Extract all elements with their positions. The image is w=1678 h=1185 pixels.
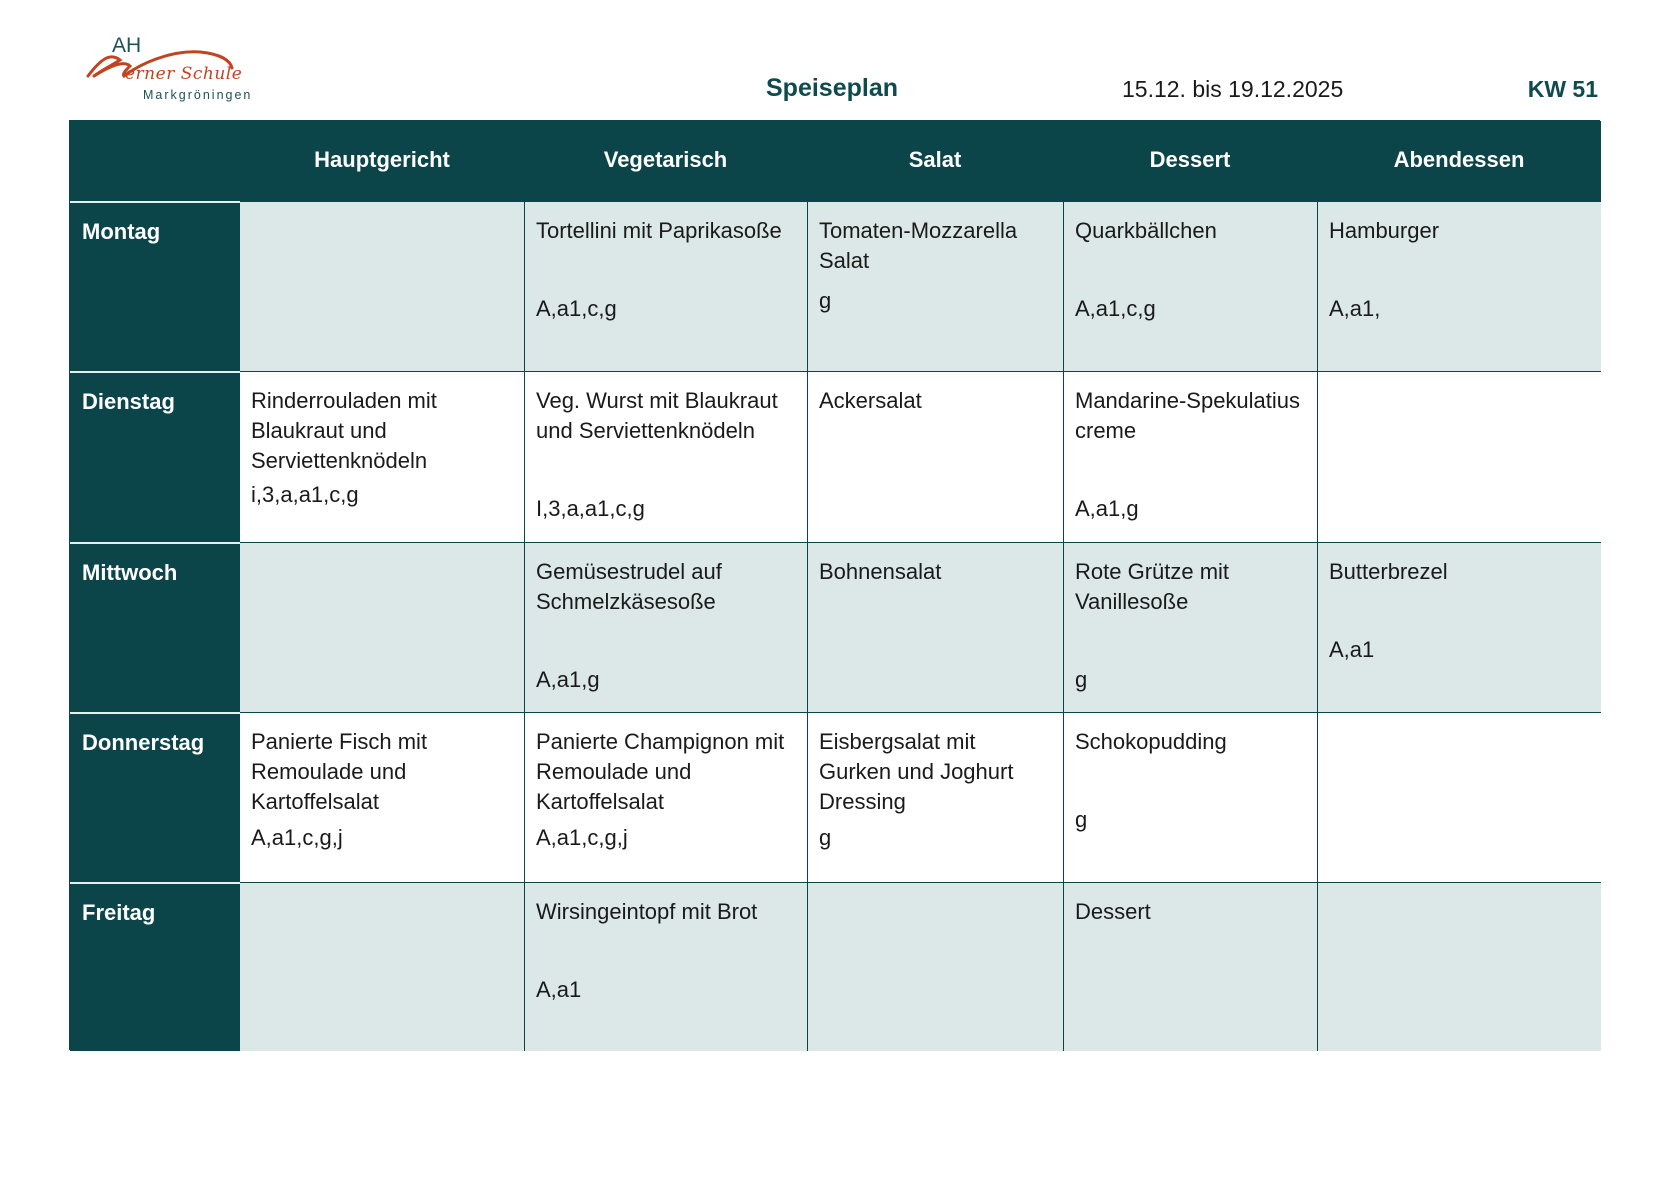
dish-name: Panierte Champignon mit Remoulade und Kartoffelsalat: [536, 729, 785, 814]
allergen-codes: A,a1,g: [536, 667, 600, 692]
allergen-codes: A,a1,c,g: [536, 296, 617, 321]
menu-cell: [524, 371, 807, 542]
column-header: Abendessen: [1317, 121, 1601, 201]
dish-name: Ackersalat: [819, 388, 922, 413]
dish-name: Dessert: [1075, 899, 1151, 924]
menu-cell: [807, 371, 1063, 542]
column-header: Salat: [807, 121, 1063, 201]
day-label: Donnerstag: [70, 712, 240, 882]
menu-cell: [1317, 371, 1601, 542]
day-label: Mittwoch: [70, 542, 240, 712]
day-label: Montag: [70, 201, 240, 371]
allergen-codes: A,a1,g: [1075, 496, 1139, 521]
allergen-codes: A,a1,: [1329, 296, 1381, 321]
menu-cell: [807, 542, 1063, 712]
allergen-codes: i,3,a,a1,c,g: [251, 482, 359, 507]
dish-name: Bohnensalat: [819, 559, 942, 584]
allergen-codes: A,a1,c,g,j: [536, 825, 628, 850]
menu-cell: [807, 201, 1063, 371]
dish-name: Mandarine-Spekulatius creme: [1075, 388, 1301, 443]
menu-cell: [1317, 882, 1601, 1051]
menu-cell: [240, 542, 524, 712]
menu-cell: [1317, 201, 1601, 371]
allergen-codes: A,a1: [1329, 637, 1375, 662]
logo-school-name: erner Schule: [125, 64, 243, 84]
dish-name: Tortellini mit Paprikasoße: [536, 218, 782, 243]
allergen-codes: g: [1075, 807, 1088, 832]
allergen-codes: I,3,a,a1,c,g: [536, 496, 645, 521]
day-label: Dienstag: [70, 371, 240, 542]
menu-cell: [807, 882, 1063, 1051]
menu-cell: [1317, 542, 1601, 712]
date-range: 15.12. bis 19.12.2025: [1122, 76, 1344, 102]
menu-cell: [1317, 712, 1601, 882]
dish-name: Butterbrezel: [1329, 559, 1448, 584]
dish-name: Hamburger: [1329, 218, 1440, 243]
allergen-codes: A,a1,c,g,j: [251, 825, 343, 850]
dish-name: Veg. Wurst mit Blaukraut und Serviettenknödeln: [536, 388, 778, 443]
menu-cell: [240, 882, 524, 1051]
dish-name: Eisbergsalat mit Gurken und Joghurt Dressing: [819, 729, 1014, 814]
dish-name: Quarkbällchen: [1075, 218, 1217, 243]
menu-cell: [1063, 201, 1317, 371]
dish-name: Gemüsestrudel auf Schmelzkäsesoße: [536, 559, 722, 614]
header-corner: [70, 121, 240, 201]
column-header: Hauptgericht: [240, 121, 524, 201]
calendar-week: KW 51: [1527, 76, 1598, 102]
menu-cell: [524, 542, 807, 712]
dish-name: Wirsingeintopf mit Brot: [536, 899, 758, 924]
logo-town: Markgröningen: [143, 88, 253, 102]
menu-cell: [240, 201, 524, 371]
allergen-codes: A,a1: [536, 977, 582, 1002]
menu-cell: [1063, 542, 1317, 712]
logo-ah-text: AH: [112, 34, 142, 57]
column-header: Dessert: [1063, 121, 1317, 201]
dish-name: Schokopudding: [1075, 729, 1227, 754]
menu-cell: [1063, 882, 1317, 1051]
dish-name: Rote Grütze mit Vanillesoße: [1075, 559, 1230, 614]
dish-name: Panierte Fisch mit Remoulade und Kartoffelsalat: [251, 729, 428, 814]
allergen-codes: g: [1075, 667, 1088, 692]
dish-name: Rinderrouladen mit Blaukraut und Serviettenknödeln: [251, 388, 437, 473]
page-title: Speiseplan: [766, 74, 898, 102]
menu-cell: [524, 201, 807, 371]
menu-cell: [524, 882, 807, 1051]
allergen-codes: A,a1,c,g: [1075, 296, 1156, 321]
day-label: Freitag: [70, 882, 240, 1051]
menu-cell: [240, 371, 524, 542]
column-header: Vegetarisch: [524, 121, 807, 201]
menu-cell: [1063, 712, 1317, 882]
menu-cell: [807, 712, 1063, 882]
allergen-codes: g: [819, 288, 832, 313]
menu-cell: [524, 712, 807, 882]
menu-cell: [1063, 371, 1317, 542]
dish-name: Tomaten-Mozzarella Salat: [819, 218, 1018, 273]
school-logo: [80, 30, 280, 110]
menu-cell: [240, 712, 524, 882]
menu-table: [69, 120, 1600, 1050]
allergen-codes: g: [819, 825, 832, 850]
